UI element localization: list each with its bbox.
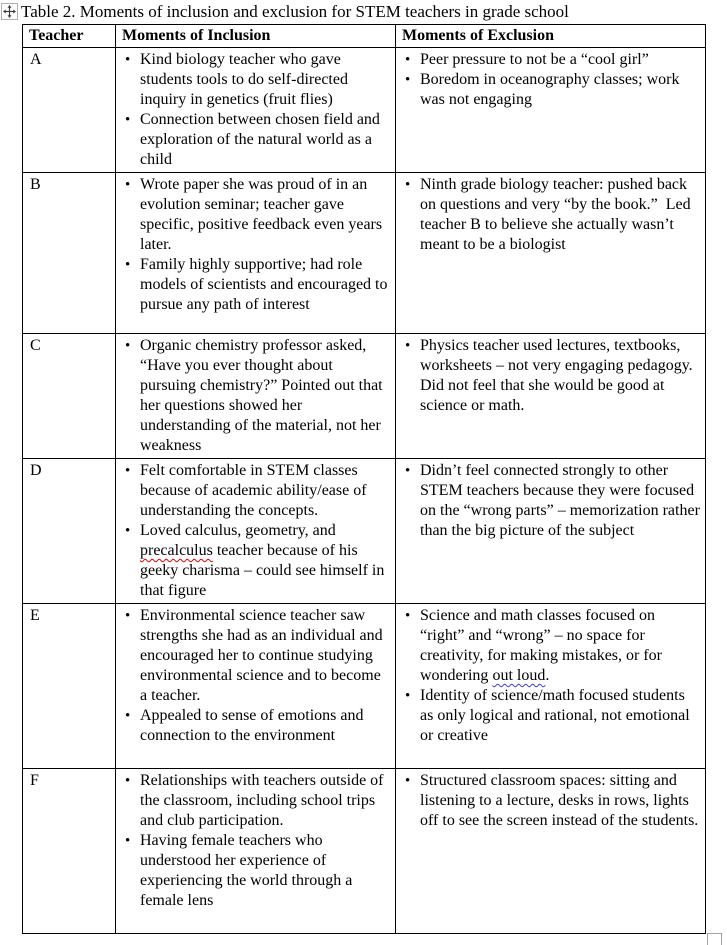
exclusion-cell bbox=[396, 334, 706, 459]
text-segment: Family highly supportive; had role models of scientists and encouraged to pursue any path of interest bbox=[140, 256, 392, 313]
col-header-inclusion: Moments of Inclusion bbox=[116, 25, 396, 48]
bullet-icon: • bbox=[125, 608, 131, 624]
table-resize-handle[interactable] bbox=[707, 933, 722, 945]
bullet-item bbox=[116, 461, 391, 521]
bullet-text bbox=[140, 831, 391, 911]
text-segment: Having female teachers who understood her experience of experiencing the world through a female lens bbox=[140, 832, 357, 909]
bullet-text bbox=[140, 706, 391, 746]
exclusion-cell bbox=[396, 769, 706, 934]
bullet-item bbox=[116, 521, 391, 601]
bullet-text bbox=[420, 70, 701, 110]
bullet-text bbox=[140, 606, 391, 706]
bullet-item bbox=[396, 50, 701, 70]
table-caption: Table 2. Moments of inclusion and exclusion for STEM teachers in grade school bbox=[21, 2, 569, 21]
text-segment: Ninth grade biology teacher: pushed back on questions and very “by the book.” Led teacher B to believe she actually wasn’t meant to be a biologist bbox=[420, 176, 695, 253]
text-segment: . bbox=[545, 667, 550, 684]
table-move-handle-icon[interactable] bbox=[1, 3, 18, 20]
bullet-icon: • bbox=[405, 338, 411, 354]
bullet-item bbox=[396, 771, 701, 831]
bullet-text bbox=[420, 336, 701, 416]
table-row bbox=[23, 334, 706, 459]
bullet-text bbox=[420, 771, 701, 831]
text-segment: Appealed to sense of emotions and connection to the environment bbox=[140, 707, 368, 744]
bullet-icon: • bbox=[125, 177, 131, 193]
bullet-icon: • bbox=[405, 52, 411, 68]
table-row bbox=[23, 769, 706, 934]
bullet-icon: • bbox=[125, 52, 131, 68]
text-segment: Boredom in oceanography classes; work was not engaging bbox=[420, 71, 684, 108]
bullet-text bbox=[420, 686, 701, 746]
teacher-cell: C bbox=[23, 334, 116, 459]
teacher-cell: B bbox=[23, 173, 116, 334]
teacher-cell: F bbox=[23, 769, 116, 934]
bullet-item bbox=[116, 50, 391, 110]
bullet-icon: • bbox=[125, 708, 131, 724]
bullet-item bbox=[396, 70, 701, 110]
bullet-text bbox=[140, 175, 391, 255]
text-segment: Felt comfortable in STEM classes because of academic ability/ease of understanding the concepts. bbox=[140, 462, 371, 519]
table-row bbox=[23, 459, 706, 604]
bullet-item bbox=[116, 175, 391, 255]
exclusion-cell bbox=[396, 173, 706, 334]
exclusion-cell bbox=[396, 459, 706, 604]
bullet-text bbox=[140, 110, 391, 170]
bullet-icon: • bbox=[125, 463, 131, 479]
grammarcheck-marked-text: out loud bbox=[492, 667, 546, 684]
bullet-item bbox=[116, 110, 391, 170]
bullet-icon: • bbox=[405, 72, 411, 88]
bullet-item bbox=[396, 686, 701, 746]
bullet-icon: • bbox=[405, 773, 411, 789]
text-segment: Relationships with teachers outside of the classroom, including school trips and club participation. bbox=[140, 772, 388, 829]
bullet-item bbox=[116, 336, 391, 456]
bullet-icon: • bbox=[405, 608, 411, 624]
text-segment: Wrote paper she was proud of in an evolution seminar; teacher gave specific, positive feedback even years later. bbox=[140, 176, 387, 253]
exclusion-cell bbox=[396, 604, 706, 769]
bullet-text bbox=[140, 461, 391, 521]
text-segment: Physics teacher used lectures, textbooks, worksheets – not very engaging pedagogy. Did not feel that she would be good at science or math. bbox=[420, 337, 701, 414]
bullet-icon: • bbox=[125, 523, 131, 539]
bullet-text bbox=[140, 771, 391, 831]
bullet-icon: • bbox=[405, 463, 411, 479]
inclusion-cell bbox=[116, 769, 396, 934]
text-segment: Loved calculus, geometry, and bbox=[140, 522, 340, 539]
header-row bbox=[23, 25, 706, 48]
text-segment: Connection between chosen field and exploration of the natural world as a child bbox=[140, 111, 384, 168]
spellcheck-marked-text: precalculus bbox=[140, 542, 213, 559]
table-row bbox=[23, 48, 706, 173]
text-segment: Science and math classes focused on “right” and “wrong” – no space for creativity, for making mistakes, or for wondering bbox=[420, 607, 666, 684]
bullet-text bbox=[140, 255, 391, 315]
teacher-cell: E bbox=[23, 604, 116, 769]
bullet-text bbox=[420, 50, 701, 70]
text-segment: Environmental science teacher saw strengths she had as an individual and encouraged her to continue studying environmental science and to become a teacher. bbox=[140, 607, 387, 704]
bullet-text bbox=[420, 175, 701, 255]
col-header-teacher: Teacher bbox=[23, 25, 116, 48]
exclusion-cell bbox=[396, 48, 706, 173]
inclusion-cell bbox=[116, 48, 396, 173]
bullet-text bbox=[420, 461, 704, 541]
inclusion-cell bbox=[116, 173, 396, 334]
bullet-text bbox=[140, 50, 391, 110]
bullet-icon: • bbox=[405, 688, 411, 704]
bullet-item bbox=[396, 606, 701, 686]
bullet-item bbox=[116, 831, 391, 911]
text-segment: Structured classroom spaces: sitting and listening to a lecture, desks in rows, lights off to see the screen instead of the students. bbox=[420, 772, 699, 829]
text-segment: Organic chemistry professor asked, “Have you ever thought about pursuing chemistry?” Pointed out that her questions showed her understanding of the material, not her weakness bbox=[140, 337, 387, 454]
bullet-text bbox=[420, 606, 701, 686]
text-segment: Didn’t feel connected strongly to other STEM teachers because they were focused on the “wrong parts” – memorization rather than the big picture of the subject bbox=[420, 462, 704, 539]
table-row bbox=[23, 173, 706, 334]
inclusion-cell bbox=[116, 459, 396, 604]
bullet-icon: • bbox=[125, 833, 131, 849]
text-segment: Peer pressure to not be a “cool girl” bbox=[420, 51, 649, 68]
bullet-item bbox=[116, 706, 391, 746]
inclusion-cell bbox=[116, 604, 396, 769]
table-body bbox=[23, 48, 706, 934]
bullet-item bbox=[116, 606, 391, 706]
text-segment: teacher because of his geeky charisma – could see himself in that figure bbox=[140, 542, 389, 599]
bullet-icon: • bbox=[125, 112, 131, 128]
bullet-text bbox=[140, 521, 391, 601]
bullet-item bbox=[116, 771, 391, 831]
bullet-item bbox=[396, 336, 701, 416]
text-segment: Identity of science/math focused students as only logical and rational, not emotional or creative bbox=[420, 687, 694, 744]
bullet-text bbox=[140, 336, 391, 456]
bullet-item bbox=[396, 175, 701, 255]
bullet-icon: • bbox=[125, 773, 131, 789]
col-header-exclusion: Moments of Exclusion bbox=[396, 25, 706, 48]
text-segment: Kind biology teacher who gave students tools to do self-directed inquiry in genetics (fruit flies) bbox=[140, 51, 352, 108]
bullet-icon: • bbox=[405, 177, 411, 193]
inclusion-cell bbox=[116, 334, 396, 459]
moments-table bbox=[22, 24, 706, 934]
table-row bbox=[23, 604, 706, 769]
bullet-icon: • bbox=[125, 338, 131, 354]
table-caption-row bbox=[1, 2, 569, 22]
bullet-icon: • bbox=[125, 257, 131, 273]
teacher-cell: A bbox=[23, 48, 116, 173]
teacher-cell: D bbox=[23, 459, 116, 604]
bullet-item bbox=[396, 461, 704, 541]
bullet-item bbox=[116, 255, 391, 315]
